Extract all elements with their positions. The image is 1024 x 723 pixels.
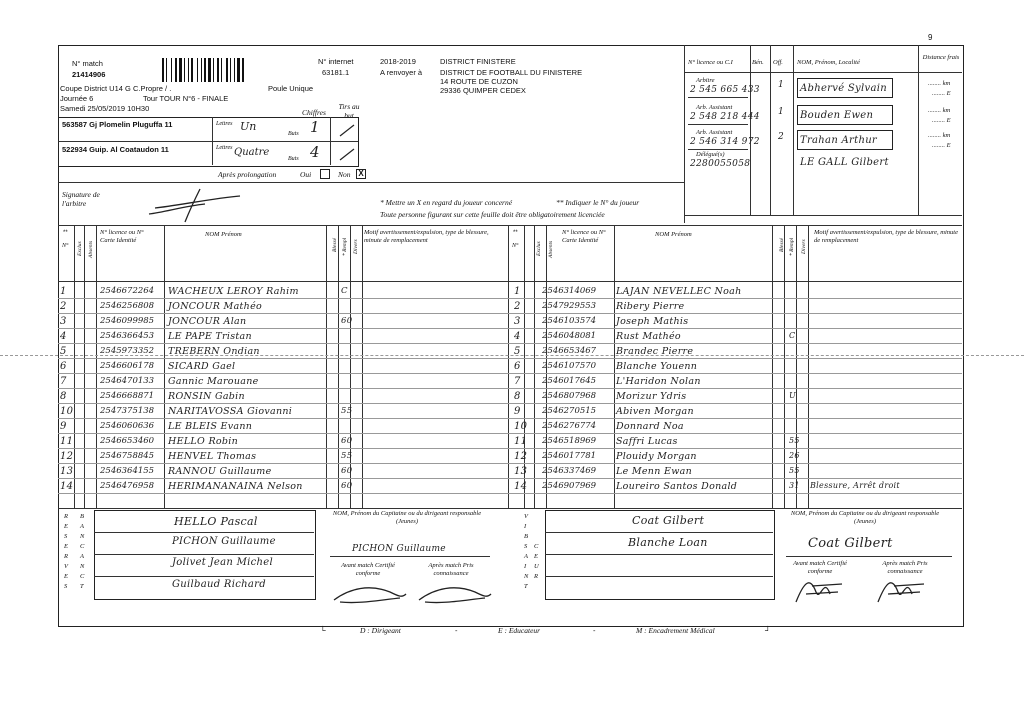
official-e: ........ E (932, 142, 951, 149)
referee-signature (145, 184, 245, 229)
away-player-row[interactable] (508, 419, 962, 434)
away-header-exclus: Exclus (536, 241, 542, 256)
away-player-licence: 2546518969 (542, 436, 597, 446)
home-player-licence: 2546470133 (100, 376, 155, 386)
away-header-num: N° (512, 243, 519, 249)
away-header-absents: Absents (548, 240, 554, 258)
away-player-name: Rust Mathéo (616, 331, 681, 342)
away-player-row[interactable] (508, 314, 962, 329)
home-player-row[interactable] (58, 479, 508, 494)
home-player-row[interactable] (58, 374, 508, 389)
away-captain-signature-before (790, 572, 850, 611)
official-licence-underline (688, 97, 748, 98)
home-player-rempl: 55 (341, 451, 353, 461)
home-player-licence: 2546476958 (100, 481, 155, 491)
prolongation-oui-checkbox[interactable] (320, 169, 330, 179)
note-2: ** Indiquer le N° du joueur (556, 198, 640, 207)
home-player-name: WACHEUX LEROY Rahim (168, 286, 299, 297)
bench-letter: N (80, 533, 85, 540)
away-player-row[interactable] (508, 479, 962, 494)
away-captain-name: Coat Gilbert (808, 536, 893, 551)
home-player-name: TREBERN Ondian (168, 346, 260, 357)
away-captain-signature-after (872, 572, 932, 611)
home-header-blesse: Blessé (332, 237, 338, 252)
away-player-licence: 2546103574 (542, 316, 597, 326)
home-letters: Un (240, 120, 257, 133)
prolongation-oui: Oui (300, 170, 312, 179)
official-e: ........ E (932, 90, 951, 97)
away-header-rempl: * Rempl (789, 237, 795, 256)
home-player-number: 4 (60, 331, 67, 342)
bench-letter: V (524, 513, 528, 520)
home-player-licence: 2546099985 (100, 316, 155, 326)
away-header-motif: Motif avertissement/expulsion, type de blessure, minute de remplacement (814, 229, 958, 244)
home-player-row[interactable] (58, 314, 508, 329)
official-name: LE GALL Gilbert (800, 157, 889, 168)
official-km: ........ km (928, 107, 951, 114)
home-header-motif: Motif avertissement/expulsion, type de blessure, minute de remplacement (364, 229, 489, 244)
official-km: ........ km (928, 80, 951, 87)
home-bench-4: Guilbaud Richard (172, 579, 266, 590)
away-player-licence: 2546653467 (542, 346, 597, 356)
official-licence: 2280055058 (690, 159, 751, 169)
away-player-licence: 2546107570 (542, 361, 597, 371)
prolongation-non-checkbox[interactable]: X (356, 169, 366, 179)
home-player-row[interactable] (58, 329, 508, 344)
home-player-number: 3 (60, 316, 67, 327)
away-player-number: 3 (514, 316, 521, 327)
away-player-licence: 2546337469 (542, 466, 597, 476)
bench-letter: A (80, 523, 84, 530)
internet-number: 63181.1 (322, 68, 350, 77)
away-player-number: 13 (514, 466, 528, 477)
away-player-name: LAJAN NEVELLEC Noah (616, 286, 742, 297)
official-name-box (797, 130, 893, 150)
district-full: DISTRICT DE FOOTBALL DU FINISTERE (440, 68, 583, 77)
home-tirs-mark (338, 122, 356, 143)
home-header-name: NOM Prénom (205, 231, 242, 238)
match-date: Samedi 25/05/2019 10H30 (60, 104, 150, 113)
bench-letter: E (64, 543, 68, 550)
footer-educateur: E : Educateur (498, 626, 541, 635)
home-player-licence: 2546758845 (100, 451, 155, 461)
home-player-licence: 2546672264 (100, 286, 155, 296)
home-player-row[interactable] (58, 404, 508, 419)
footer-dash-2: - (593, 626, 596, 635)
official-licence: 2 548 218 444 (690, 112, 760, 122)
home-player-number: 8 (60, 391, 67, 402)
home-player-licence: 2546668871 (100, 391, 155, 401)
official-name-box (797, 78, 893, 98)
away-player-divers: 55 (789, 466, 800, 475)
bench-letter: T (80, 583, 84, 590)
bench-letter: C (80, 573, 85, 580)
away-player-row[interactable] (508, 359, 962, 374)
away-player-number: 5 (514, 346, 521, 357)
footer-dash-1: - (455, 626, 458, 635)
away-player-name: Joseph Mathis (616, 316, 689, 327)
away-player-number: 2 (514, 301, 521, 312)
prolongation-non: Non (338, 170, 351, 179)
bench-letter: C (80, 543, 85, 550)
official-km: ........ km (928, 132, 951, 139)
away-player-name: Saffri Lucas (616, 436, 678, 447)
home-player-name: RANNOU Guillaume (168, 466, 272, 477)
away-player-divers: 26 (789, 451, 800, 460)
home-player-number: 13 (60, 466, 74, 477)
bench-letter: N (524, 573, 529, 580)
home-captain-signature-before (330, 578, 410, 613)
home-player-name: Gannic Marouane (168, 376, 259, 387)
home-player-name: JONCOUR Alan (168, 316, 247, 327)
scan-fold-line (0, 355, 1024, 357)
away-player-row[interactable] (508, 464, 962, 479)
home-buts-label: Buts (288, 131, 299, 137)
season: 2018-2019 (380, 57, 416, 66)
away-player-row[interactable] (508, 329, 962, 344)
bench-letter: R (64, 553, 68, 560)
home-header-licence: N° licence ou N° Carte Identité (100, 229, 144, 244)
home-player-row[interactable] (58, 284, 508, 299)
home-player-row[interactable] (58, 419, 508, 434)
away-player-row[interactable] (508, 449, 962, 464)
home-player-name: LE PAPE Tristan (168, 331, 252, 342)
home-player-row[interactable] (58, 359, 508, 374)
home-player-row[interactable] (58, 389, 508, 404)
away-captain-label: NOM, Prénom du Capitaine ou du dirigeant responsable (Jeunes) (790, 510, 940, 525)
away-header-licence: N° licence ou N° Carte Identité (562, 229, 606, 244)
home-player-rempl: 60 (341, 436, 353, 446)
address-line-2: 29336 QUIMPER CEDEX (440, 86, 526, 95)
home-player-name: HERIMANANAINA Nelson (168, 481, 303, 492)
home-apres-label: Après match Pris connaissance (428, 562, 474, 577)
home-header-rempl: * Rempl (342, 237, 348, 256)
away-avant-label: Avant match Certifié conforme (793, 560, 847, 575)
home-player-name: HENVEL Thomas (168, 451, 257, 462)
home-player-name: HELLO Robin (168, 436, 239, 447)
home-score: 1 (310, 118, 320, 136)
bench-letter: V (64, 563, 68, 570)
away-player-licence: 2546048081 (542, 331, 597, 341)
away-bench-2: Blanche Loan (628, 536, 708, 549)
official-name-box (797, 105, 893, 125)
home-player-number: 1 (60, 286, 67, 297)
away-player-licence: 2547929553 (542, 301, 597, 311)
away-player-licence: 2546276774 (542, 421, 597, 431)
official-licence: 2 546 314 972 (690, 137, 760, 147)
tirs-label: Tirs au but (338, 102, 360, 120)
official-role: Délégué(s) (696, 151, 725, 158)
away-player-licence: 2546270515 (542, 406, 597, 416)
footer-corner-right: ┘ (765, 626, 771, 635)
away-player-row[interactable] (508, 284, 962, 299)
away-player-name: Plouidy Morgan (616, 451, 697, 462)
away-player-licence: 2546314069 (542, 286, 597, 296)
home-player-number: 7 (60, 376, 67, 387)
signature-label: Signature de l'arbitre (62, 190, 100, 208)
home-captain-signature-after (415, 578, 495, 613)
home-player-row[interactable] (58, 449, 508, 464)
home-team: 563587 Gj Plomelin Pluguffa 11 (62, 120, 173, 129)
home-player-name: SICARD Gael (168, 361, 236, 372)
official-role: Arb. Assistant (696, 104, 733, 111)
away-player-number: 7 (514, 376, 521, 387)
home-player-number: 11 (60, 436, 74, 447)
away-player-number: 11 (514, 436, 528, 447)
home-player-licence: 2546060636 (100, 421, 155, 431)
away-player-name: Ribery Pierre (616, 301, 685, 312)
home-header-divers: Divers (353, 239, 359, 254)
official-licence-underline (688, 124, 748, 125)
bench-letter: S (524, 543, 528, 550)
away-apres-label: Après match Pris connaissance (882, 560, 928, 575)
competition: Coupe District U14 G C.Propre / . (60, 84, 172, 93)
away-player-name: Loureiro Santos Donald (616, 481, 738, 492)
bench-letter: I (524, 563, 527, 570)
official-off: 1 (778, 80, 785, 90)
away-score: 4 (310, 143, 320, 161)
away-player-number: 12 (514, 451, 528, 462)
official-licence: 2 545 665 433 (690, 85, 760, 95)
home-player-rempl: 60 (341, 466, 353, 476)
prolongation-label: Après prolongation (218, 170, 277, 179)
away-header-stars: ** (513, 230, 518, 236)
away-player-name: Morizur Ydris (616, 391, 687, 402)
home-bench-letters (64, 512, 78, 592)
bench-letter: B (524, 533, 528, 540)
bench-letter: S (64, 533, 68, 540)
home-header-stars: ** (63, 230, 68, 236)
home-player-licence: 2547375138 (100, 406, 155, 416)
official-role: Arbitre (696, 77, 715, 84)
footer-medical: M : Encadrement Médical (636, 626, 715, 635)
official-off: 2 (778, 132, 785, 142)
bench-letter: E (64, 573, 68, 580)
official-name: Trahan Arthur (800, 135, 878, 146)
home-player-number: 5 (60, 346, 67, 357)
officials-header-name: NOM, Prénom, Localité (797, 59, 860, 66)
home-player-licence: 2545973352 (100, 346, 155, 356)
official-name: Abhervé Sylvain (800, 83, 887, 94)
home-player-licence: 2546366453 (100, 331, 155, 341)
away-player-name: Blanche Youenn (616, 361, 698, 372)
away-player-number: 10 (514, 421, 528, 432)
away-player-name: L'Haridon Nolan (616, 376, 701, 387)
renvoyer-label: A renvoyer à (380, 68, 423, 77)
note-1: * Mettre un X en regard du joueur concerné (380, 198, 513, 207)
away-team: 522934 Guip. Al Coataudon 11 (62, 145, 169, 154)
bench-letter: S (64, 583, 68, 590)
away-player-row[interactable] (508, 299, 962, 314)
address-line-1: 14 ROUTE DE CUZON (440, 77, 518, 86)
barcode (160, 58, 280, 82)
bench-letter: A (80, 553, 84, 560)
away-letters-label: Lettres (216, 145, 233, 151)
home-captain-label: NOM, Prénom du Capitaine ou du dirigeant responsable (Jeunes) (332, 510, 482, 525)
official-name: Bouden Ewen (800, 110, 874, 121)
away-player-licence: 2546807968 (542, 391, 597, 401)
officials-header-distance: Distance frais (922, 54, 960, 61)
bench-letter: T (524, 583, 528, 590)
bench-letter: I (524, 523, 527, 530)
home-player-rempl: C (341, 286, 348, 296)
poule: Poule Unique (268, 84, 314, 93)
home-letters-label: Lettres (216, 121, 233, 127)
home-player-rempl: 55 (341, 406, 353, 416)
home-player-number: 2 (60, 301, 67, 312)
home-bench-1: HELLO Pascal (174, 515, 258, 528)
match-label: N° match (72, 59, 103, 68)
home-player-rempl: 60 (341, 481, 353, 491)
home-player-number: 10 (60, 406, 74, 417)
home-player-name: NARITAVOSSA Giovanni (168, 406, 293, 417)
away-player-name: Abiven Morgan (616, 406, 694, 417)
home-player-number: 14 (60, 481, 74, 492)
away-letters: Quatre (234, 147, 270, 158)
away-bench-1: Coat Gilbert (632, 514, 705, 527)
away-player-number: 1 (514, 286, 521, 297)
footer-corner-left: └ (320, 626, 326, 635)
home-player-rempl: 60 (341, 316, 353, 326)
home-header-exclus: Exclus (77, 241, 83, 256)
away-player-row[interactable] (508, 404, 962, 419)
away-player-name: Brandec Pierre (616, 346, 694, 357)
home-player-number: 12 (60, 451, 74, 462)
away-player-name: Donnard Noa (616, 421, 684, 432)
bench-letter: B (80, 513, 84, 520)
away-player-licence: 2546017781 (542, 451, 597, 461)
home-bench-letters-2 (80, 512, 94, 592)
home-bench-3: Jolivet Jean Michel (172, 557, 273, 568)
away-player-number: 8 (514, 391, 521, 402)
home-captain-name: PICHON Guillaume (352, 544, 446, 554)
away-player-number: 9 (514, 406, 521, 417)
away-player-number: 14 (514, 481, 528, 492)
home-player-row[interactable] (58, 434, 508, 449)
bench-letter: N (80, 563, 85, 570)
bench-letter: A (524, 553, 528, 560)
away-buts-label: Buts (288, 156, 299, 162)
away-header-name: NOM Prénom (655, 231, 692, 238)
footer-dirigeant: D : Dirigeant (360, 626, 401, 635)
bench-letter: R (534, 573, 538, 580)
away-player-divers: 55 (789, 436, 800, 445)
home-player-number: 6 (60, 361, 67, 372)
official-off: 1 (778, 107, 785, 117)
officials-header-licence: N° licence ou C.I (688, 59, 733, 66)
away-player-number: 6 (514, 361, 521, 372)
bench-letter: U (534, 563, 539, 570)
home-player-licence: 2546364155 (100, 466, 155, 476)
home-header-num: N° (62, 243, 69, 249)
away-header-divers: Divers (801, 239, 807, 254)
journee: Journée 6 (60, 94, 94, 103)
away-player-licence: 2546907969 (542, 481, 597, 491)
home-player-name: JONCOUR Mathéo (168, 301, 263, 312)
bench-letter: E (534, 553, 538, 560)
district: DISTRICT FINISTERE (440, 57, 516, 66)
home-player-licence: 2546653460 (100, 436, 155, 446)
home-player-name: RONSIN Gabin (168, 391, 245, 402)
away-tirs-mark (338, 146, 356, 167)
away-player-row[interactable] (508, 374, 962, 389)
match-number: 21414906 (72, 70, 106, 79)
home-player-licence: 2546606178 (100, 361, 155, 371)
away-player-number: 4 (514, 331, 521, 342)
away-player-name: Le Menn Ewan (616, 466, 693, 477)
away-player-divers: C (789, 331, 796, 340)
bench-letter: E (64, 523, 68, 530)
officials-header-off: Off. (773, 59, 783, 66)
away-header-blesse: Blessé (779, 237, 785, 252)
away-player-motif: Blessure, Arrêt droit (810, 481, 900, 490)
chiffres-label: Chiffres (302, 108, 326, 117)
official-e: ........ E (932, 117, 951, 124)
home-player-row[interactable] (58, 299, 508, 314)
away-player-divers: 31 (789, 481, 800, 490)
home-player-name: LE BLEIS Evann (168, 421, 253, 432)
home-player-row[interactable] (58, 464, 508, 479)
official-role: Arb. Assistant (696, 129, 733, 136)
bench-letter: C (534, 543, 539, 550)
home-player-number: 9 (60, 421, 67, 432)
bench-letter: R (64, 513, 68, 520)
home-header-absents: Absents (88, 240, 94, 258)
away-player-row[interactable] (508, 434, 962, 449)
home-bench-2: PICHON Guillaume (172, 536, 276, 547)
away-player-licence: 2546017645 (542, 376, 597, 386)
officials-header-ben: Bén. (752, 59, 764, 66)
home-avant-label: Avant match Certifié conforme (341, 562, 395, 577)
away-player-divers: U (789, 391, 797, 400)
page-number: 9 (928, 33, 933, 42)
tour: Tour TOUR N°6 - FINALE (143, 94, 229, 103)
internet-label: N° internet (318, 57, 354, 66)
home-player-licence: 2546256808 (100, 301, 155, 311)
away-player-row[interactable] (508, 389, 962, 404)
note-3: Toute personne figurant sur cette feuille doit être obligatoirement licenciée (380, 210, 605, 219)
